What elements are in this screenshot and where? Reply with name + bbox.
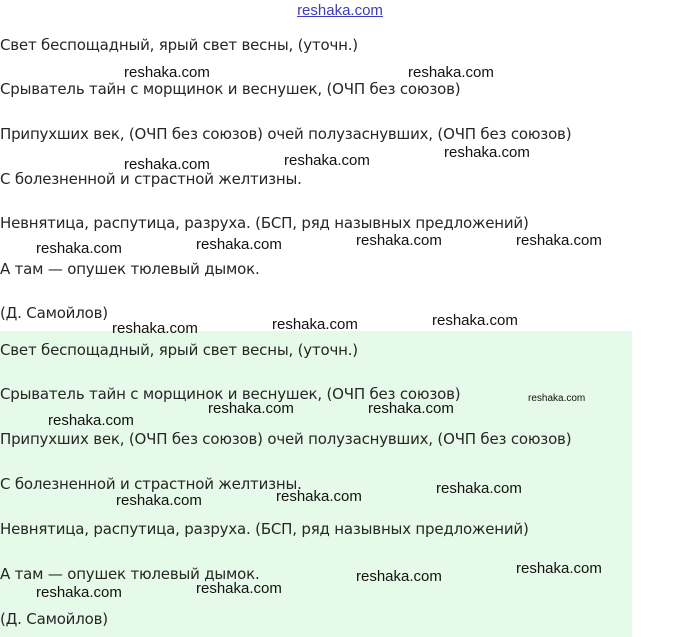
watermark: reshaka.com (36, 584, 122, 601)
watermark: reshaka.com (124, 156, 210, 173)
watermark: reshaka.com (112, 320, 198, 337)
watermark: reshaka.com (196, 580, 282, 597)
watermark: reshaka.com (116, 492, 202, 509)
watermark: reshaka.com (356, 568, 442, 585)
watermark: reshaka.com (516, 232, 602, 249)
watermark: reshaka.com (124, 64, 210, 81)
poem-author: (Д. Самойлов) (0, 304, 108, 322)
watermark: reshaka.com (284, 152, 370, 169)
watermark: reshaka.com (368, 400, 454, 417)
poem-line-4: С болезненной и страстной желтизны. (0, 170, 302, 188)
poem-line-3: Припухших век, (ОЧП без союзов) очей полузаснувших, (ОЧП без союзов) (0, 430, 572, 448)
poem-line-1: Свет беспощадный, ярый свет весны, (уточн.) (0, 36, 358, 54)
poem-line-6: А там — опушек тюлевый дымок. (0, 565, 260, 583)
watermark: reshaka.com (356, 232, 442, 249)
poem-line-5: Невнятица, распутица, разруха. (БСП, ряд назывных предложений) (0, 214, 529, 232)
watermark: reshaka.com (436, 480, 522, 497)
poem-line-1: Свет беспощадный, ярый свет весны, (уточн.) (0, 341, 358, 359)
watermark: reshaka.com (408, 64, 494, 81)
watermark: reshaka.com (196, 236, 282, 253)
poem-line-3: Припухших век, (ОЧП без союзов) очей полузаснувших, (ОЧП без союзов) (0, 125, 572, 143)
poem-line-2: Срыватель тайн с морщинок и веснушек, (ОЧП без союзов) (0, 80, 461, 98)
watermark: reshaka.com (432, 312, 518, 329)
poem-line-4: С болезненной и страстной желтизны. (0, 475, 302, 493)
poem-line-6: А там — опушек тюлевый дымок. (0, 260, 260, 278)
poem-line-5: Невнятица, распутица, разруха. (БСП, ряд назывных предложений) (0, 520, 529, 538)
watermark: reshaka.com (36, 240, 122, 257)
poem-author: (Д. Самойлов) (0, 610, 108, 628)
watermark: reshaka.com (276, 488, 362, 505)
watermark: reshaka.com (528, 393, 586, 404)
watermark: reshaka.com (516, 560, 602, 577)
watermark: reshaka.com (48, 412, 134, 429)
watermark: reshaka.com (272, 316, 358, 333)
site-link[interactable]: reshaka.com (297, 2, 383, 19)
watermark: reshaka.com (208, 400, 294, 417)
poem-line-2: Срыватель тайн с морщинок и веснушек, (ОЧП без союзов) (0, 385, 461, 403)
watermark: reshaka.com (444, 144, 530, 161)
